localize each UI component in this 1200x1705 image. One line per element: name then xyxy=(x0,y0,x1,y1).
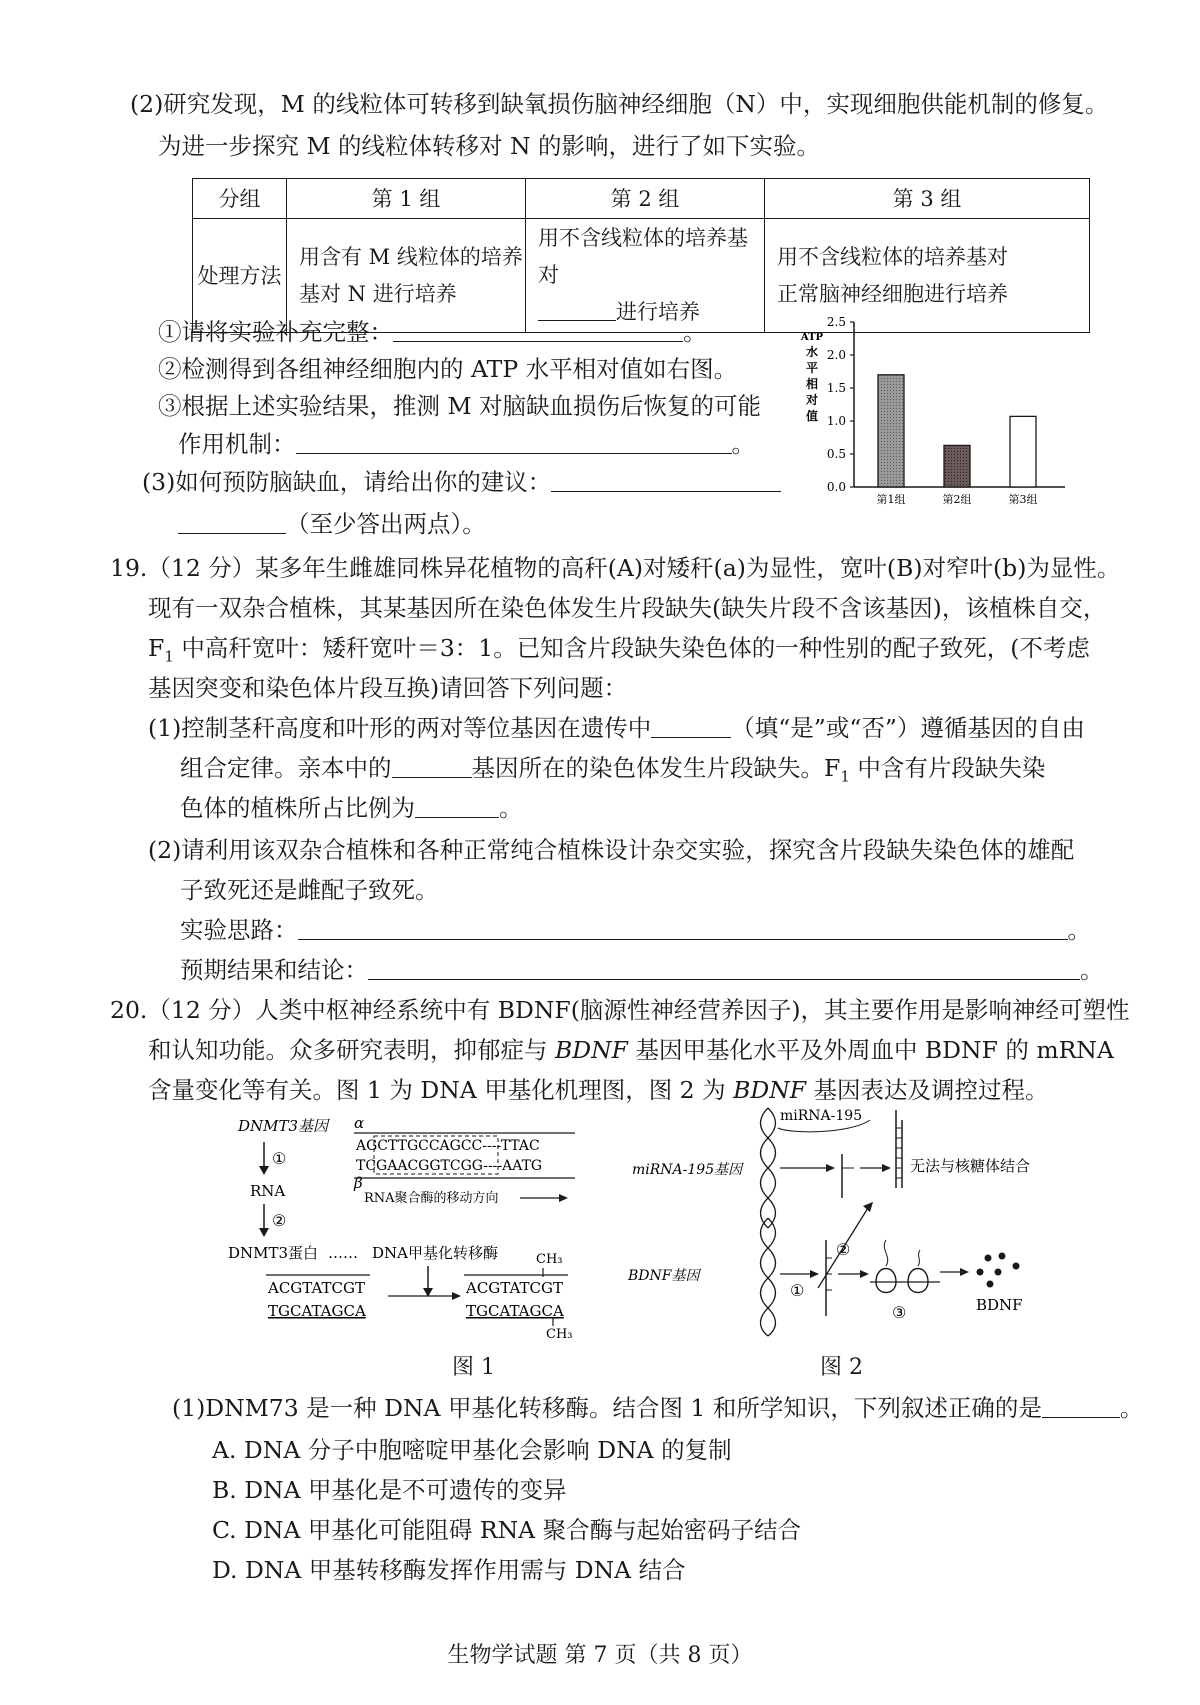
fig1-enzyme: DNA甲基化转移酶 xyxy=(372,1244,498,1262)
q19-p1b: （填“是”或“否”）遵循基因的自由 xyxy=(731,714,1085,742)
fig1-ch3-top: CH₃ xyxy=(536,1252,563,1267)
q19-p2c: 实验思路： xyxy=(180,916,298,944)
fig2-step2: ② xyxy=(836,1240,851,1259)
chart-bars xyxy=(878,375,1036,487)
q20-option-d: D. DNA 甲基转移酶发挥作用需与 DNA 结合 xyxy=(212,1556,686,1584)
q20-line2-bdnf: BDNF xyxy=(554,1036,628,1064)
q19-p1c: 组合定律。亲本中的 xyxy=(180,754,392,782)
fig2-mrna-ticks xyxy=(826,1258,832,1290)
q18-3-line1 xyxy=(142,466,781,498)
chart-category-label: 第2组 xyxy=(942,493,972,506)
g1-line1: 用含有 M 线粒体的培养 xyxy=(299,244,523,269)
q19-line1: 19.（12 分）某多年生雌雄同株异花植物的高秆(A)对矮秆(a)为显性，宽叶(B)对窄叶(b)为显性。 xyxy=(110,554,1121,582)
chart-ytick-label: 2.5 xyxy=(826,315,846,329)
fig2-ribosome-2 xyxy=(908,1269,928,1283)
q18-item1-end: 。 xyxy=(683,318,707,346)
q18-3-blank2[interactable] xyxy=(178,511,286,534)
g1-line2: 基对 N 进行培养 xyxy=(299,281,457,306)
fig2-base-pairs xyxy=(896,1128,902,1178)
chart-ylabel-char: 值 xyxy=(805,409,819,423)
fig1-dots: …… xyxy=(328,1244,358,1262)
chart-ytick-label: 2.0 xyxy=(826,348,846,362)
q18-item1-blank[interactable] xyxy=(393,319,683,342)
q18-item2: ②检测得到各组神经细胞内的 ATP 水平相对值如右图。 xyxy=(158,355,738,383)
q18-3-blank1[interactable] xyxy=(551,469,781,492)
q19-blank-3[interactable] xyxy=(415,795,499,818)
fig2-bdnf-gene: BDNF基因 xyxy=(628,1268,700,1284)
q20-option-c: C. DNA 甲基化可能阻碍 RNA 聚合酶与起始密码子结合 xyxy=(212,1516,802,1544)
fig2-mirna-gene: miRNA-195基因 xyxy=(632,1162,743,1178)
q20-line2a: 和认知功能。众多研究表明，抑郁症与 xyxy=(148,1036,555,1064)
fig1-protein: DNMT3蛋白 xyxy=(228,1244,319,1262)
atp-bar-chart xyxy=(800,312,1090,512)
experiment-table xyxy=(192,178,1090,333)
page-footer: 生物学试题 第 7 页（共 8 页） xyxy=(447,1643,753,1668)
chart-ylabel-char: 平 xyxy=(805,361,819,375)
q20-q1-end: 。 xyxy=(1119,1394,1144,1422)
chart-bar xyxy=(944,445,970,487)
fig1-ch3-bottom: CH₃ xyxy=(546,1327,573,1342)
q19-end-2: 。 xyxy=(1080,956,1104,984)
fig1-rna: RNA xyxy=(250,1182,286,1200)
fig2-arrowhead-2 xyxy=(863,1202,873,1212)
chart-ytick-label: 1.0 xyxy=(826,414,846,428)
fig2-mirna: miRNA-195 xyxy=(780,1108,863,1124)
fig2-ribosome-1-small xyxy=(876,1282,896,1293)
q20-option-b: B. DNA 甲基化是不可遗传的变异 xyxy=(212,1476,567,1504)
q20-option-a: A. DNA 分子中胞嘧啶甲基化会影响 DNA 的复制 xyxy=(212,1436,732,1464)
fig2-step1: ① xyxy=(790,1281,805,1300)
q20-line3-bdnf: BDNF xyxy=(733,1076,807,1104)
fig1-arrowhead-2 xyxy=(259,1228,269,1237)
q18-item3b-text: 作用机制： xyxy=(178,430,296,458)
q19-p2-line2: 子致死还是雌配子致死。 xyxy=(180,876,439,904)
fig1-direction-arrowhead xyxy=(559,1194,568,1202)
fig2-bdnf-dots xyxy=(977,1253,1020,1288)
q20-line1: 20.（12 分）人类中枢神经系统中有 BDNF(脑源性神经营养因子)，其主要作用是影响神经可塑性 xyxy=(110,996,1130,1024)
fig2-step3: ③ xyxy=(892,1303,907,1322)
q19-blank-2[interactable] xyxy=(392,755,472,778)
q18-item1-text: ①请将实验补充完整： xyxy=(158,318,393,346)
fig1-dna-right-top: ACGTATCGT xyxy=(466,1279,563,1297)
fig2-peptide-2 xyxy=(918,1250,920,1266)
chart-ylabel xyxy=(800,332,824,423)
chart-bar xyxy=(1010,416,1036,487)
q19-p1-line3 xyxy=(180,792,523,824)
q19-p1f-end: 。 xyxy=(499,794,523,822)
q20-line3b: 基因表达及调控过程。 xyxy=(806,1076,1049,1104)
q19-p1f: 色体的植株所占比例为 xyxy=(180,794,415,822)
fig1-step2: ② xyxy=(272,1211,287,1230)
fig1-caption: 图 1 xyxy=(452,1355,495,1380)
g3-line1: 用不含线粒体的培养基对 xyxy=(777,244,1008,269)
table-header-g2: 第 2 组 xyxy=(526,179,765,219)
fig1-seq-b: TCGAACGGTCGG----AATG xyxy=(356,1158,543,1174)
fig2-ribosome-1 xyxy=(876,1269,896,1283)
fig2-no-bind: 无法与核糖体结合 xyxy=(910,1157,1031,1175)
fig2-helix-bottom-a xyxy=(761,1218,776,1336)
q18-item3-blank[interactable] xyxy=(296,431,732,454)
q19-line4: 基因突变和染色体片段互换)请回答下列问题： xyxy=(148,674,628,702)
q19-f: F xyxy=(148,634,165,662)
q19-line2: 现有一双杂合植株，其某基因所在染色体发生片段缺失(缺失片段不含该基因)，该植株自交， xyxy=(148,594,1107,622)
table-row-label: 处理方法 xyxy=(193,219,287,333)
fig1-alpha: α xyxy=(354,1114,365,1132)
q20-q1-text: (1)DNM73 是一种 DNA 甲基化转移酶。结合图 1 和所学知识，下列叙述正确的是 xyxy=(172,1394,1042,1422)
q19-p1a: (1)控制茎秆高度和叶形的两对等位基因在遗传中 xyxy=(148,714,652,742)
fig2-helix-top-b xyxy=(761,1108,776,1228)
fig2-arrowhead-top2 xyxy=(882,1164,891,1172)
fig1-dnmt3-gene: DNMT3基因 xyxy=(238,1117,329,1135)
fig2-arrowhead-top xyxy=(826,1164,835,1172)
q18-2-line2: 为进一步探究 M 的线粒体转移对 N 的影响，进行了如下实验。 xyxy=(158,132,821,160)
q18-3-line2 xyxy=(178,508,486,540)
fig2-arrowhead-1 xyxy=(810,1270,819,1278)
fig2-arrowhead-3 xyxy=(860,1270,869,1278)
q19-p2-line4 xyxy=(180,954,1104,986)
q19-p2-line1: (2)请利用该双杂合植株和各种正常纯合植株设计杂交实验，探究含片段缺失染色体的雄配 xyxy=(148,836,1075,864)
q18-3-text: (3)如何预防脑缺血，请给出你的建议： xyxy=(142,468,552,496)
q19-line3 xyxy=(148,632,1090,673)
q20-line2b: 基因甲基化水平及外周血中 BDNF 的 mRNA xyxy=(627,1036,1114,1064)
q19-line3-text: 中高秆宽叶：矮秆宽叶＝3：1。已知含片段缺失染色体的一种性别的配子致死，(不考虑 xyxy=(173,634,1090,662)
figure-1 xyxy=(228,1108,650,1342)
table-header-g3: 第 3 组 xyxy=(765,179,1090,219)
q18-3-line2-text: （至少答出两点）。 xyxy=(286,510,486,538)
q19-p1-line1 xyxy=(148,712,1085,744)
chart-bar xyxy=(878,375,904,487)
q18-item3a: ③根据上述实验结果，推测 M 对脑缺血损伤后恢复的可能 xyxy=(158,392,762,420)
q19-blank-4[interactable] xyxy=(298,917,1068,940)
q18-2-line1: (2)研究发现，M 的线粒体可转移到缺氧损伤脑神经细胞（N）中，实现细胞供能机制的修复。 xyxy=(130,90,1109,118)
q19-p1-line2 xyxy=(180,752,1045,793)
q18-item3-end: 。 xyxy=(731,430,755,458)
q18-item3b xyxy=(178,428,755,460)
q20-line2 xyxy=(148,1034,1114,1066)
fig1-arrowhead-1 xyxy=(259,1166,269,1175)
chart-ylabel-char: 水 xyxy=(805,345,819,359)
table-header-g1: 第 1 组 xyxy=(287,179,526,219)
q19-p2d: 预期结果和结论： xyxy=(180,956,368,984)
fig2-helix-bottom-b xyxy=(761,1218,776,1336)
chart-ylabel-char: 相 xyxy=(805,377,819,391)
g2-line2-text: 进行培养 xyxy=(616,300,700,324)
q19-end-1: 。 xyxy=(1067,916,1091,944)
q18-item1 xyxy=(158,316,707,348)
chart-ytick-label: 0.0 xyxy=(826,480,846,494)
q19-blank-5[interactable] xyxy=(368,957,1080,980)
table-header-group: 分组 xyxy=(193,179,287,219)
chart-ytick-label: 0.5 xyxy=(826,447,846,461)
chart-category-label: 第1组 xyxy=(876,493,906,506)
q19-p2-line3 xyxy=(180,914,1091,946)
fig1-dna-right-bottom: TGCATAGCA xyxy=(466,1302,564,1320)
fig2-caption: 图 2 xyxy=(820,1355,863,1380)
q20-line3a: 含量变化等有关。图 1 为 DNA 甲基化机理图，图 2 为 xyxy=(148,1076,734,1104)
fig1-seq-a: AGCTTGCCAGCC----TTAC xyxy=(356,1138,540,1154)
fig1-dna-left-top: ACGTATCGT xyxy=(268,1279,365,1297)
fig2-peptide-1 xyxy=(884,1240,887,1266)
fig2-bdnf: BDNF xyxy=(976,1296,1023,1314)
chart-ylabel-char: 对 xyxy=(805,393,819,407)
fig1-direction: RNA聚合酶的移动方向 xyxy=(364,1191,499,1206)
fig1-beta: β xyxy=(354,1174,363,1192)
fig1-step1: ① xyxy=(272,1149,287,1168)
fig1-conversion-arrowhead xyxy=(452,1292,461,1300)
chart-category-label: 第3组 xyxy=(1008,493,1038,506)
q19-p1d-sub: 1 xyxy=(840,767,850,786)
q19-f-sub: 1 xyxy=(164,647,174,666)
fig2-ribosome-2-small xyxy=(908,1282,928,1293)
g3-line2: 正常脑神经细胞进行培养 xyxy=(777,281,1008,306)
figure-2 xyxy=(628,1100,1060,1340)
g2-line1: 用不含线粒体的培养基对 xyxy=(538,226,748,287)
fig2-arrowhead-4 xyxy=(960,1268,969,1276)
chart-ylabel-char: ATP xyxy=(800,332,824,343)
fig1-dna-left-bottom: TGCATAGCA xyxy=(268,1302,366,1320)
q19-blank-1[interactable] xyxy=(651,715,731,738)
q20-q1 xyxy=(172,1392,1143,1424)
chart-ytick-label: 1.5 xyxy=(826,381,846,395)
q20-q1-blank[interactable] xyxy=(1042,1395,1120,1418)
q19-p1d: 基因所在的染色体发生片段缺失。F xyxy=(471,754,841,782)
chart-categories xyxy=(877,493,1038,506)
chart-yticks xyxy=(827,315,854,494)
q19-p1e: 中含有片段缺失染 xyxy=(849,754,1046,782)
